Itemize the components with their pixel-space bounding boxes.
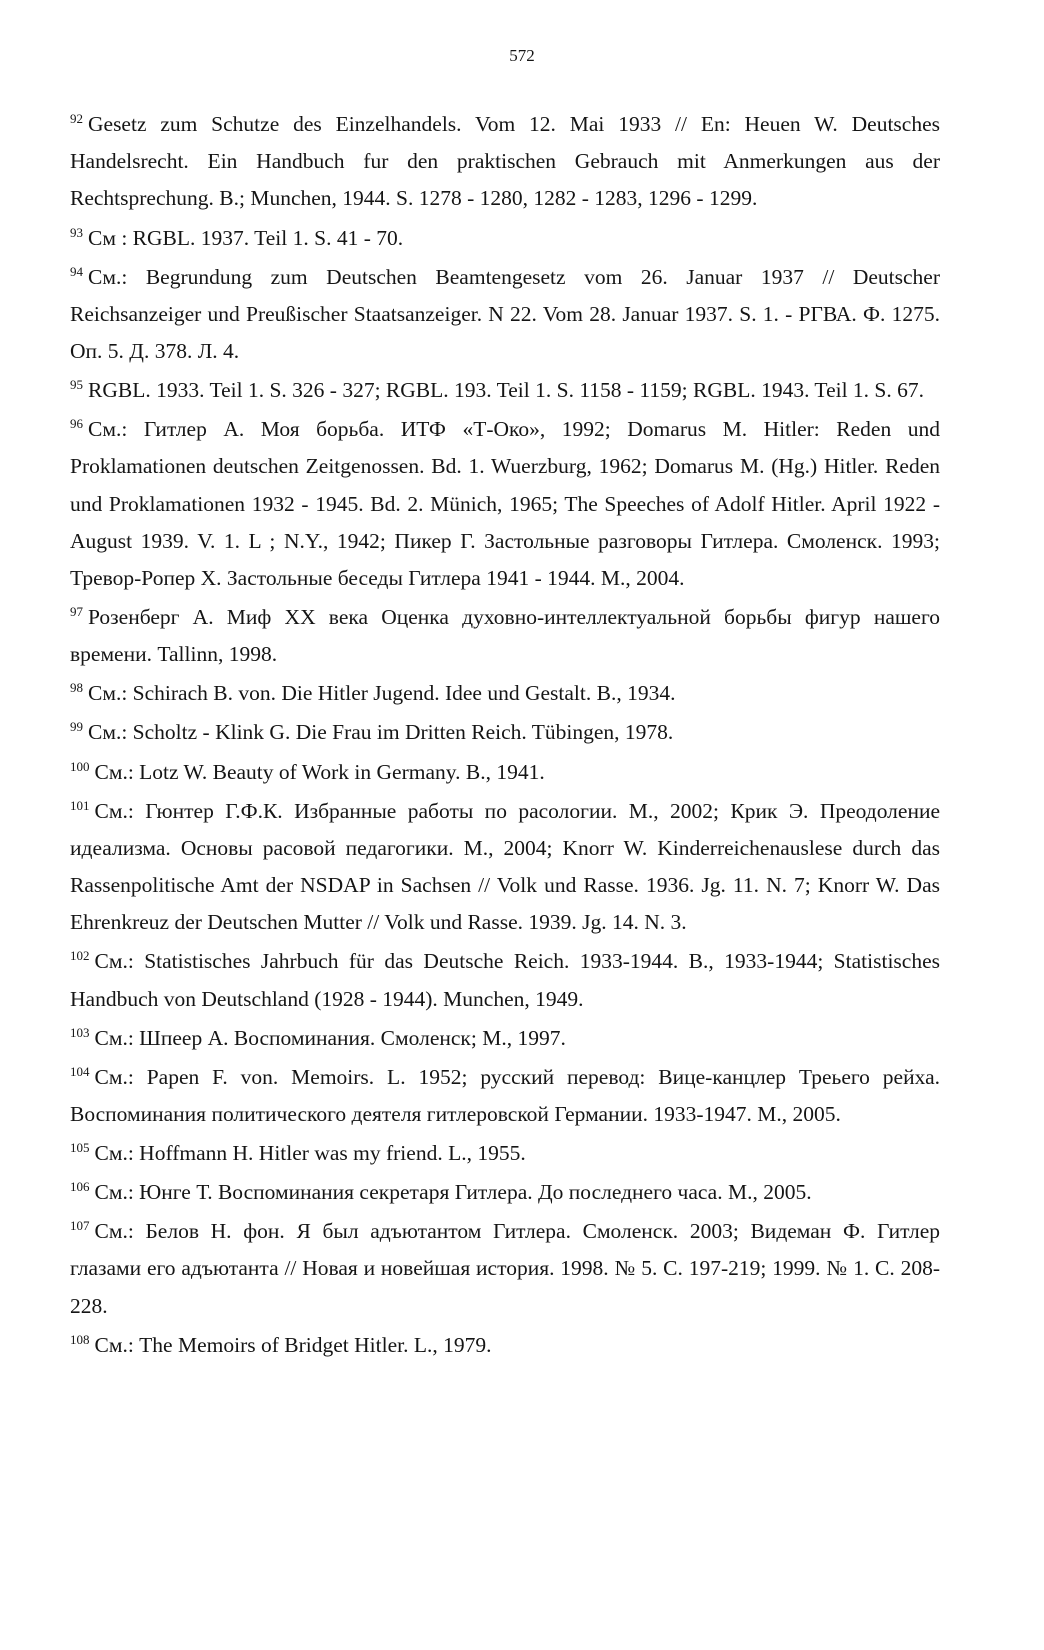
footnote-number: 102 [70, 948, 90, 964]
footnote-number: 105 [70, 1140, 90, 1156]
footnote-number: 107 [70, 1218, 90, 1234]
footnote-108 [70, 1327, 940, 1364]
footnote-96 [70, 411, 940, 597]
footnote-text: См.: Гюнтер Г.Ф.К. Избранные работы по расологии. М., 2002; Крик Э. Преодоление идеализма. Основы расовой педагогики. М., 2004; Knorr W. Kinderreichenauslese durch das Rassenpolitische Amt der NSDAP in Sachsen // Volk und Rasse. 1936. Jg. 11. N. 7; Knorr W. Das Ehrenkreuz der Deutschen Mutter // Volk und Rasse. 1939. Jg. 14. N. 3. [70, 798, 940, 935]
footnote-95 [70, 372, 940, 409]
footnote-text: См.: Statistisches Jahrbuch für das Deutsche Reich. 1933-1944. B., 1933-1944; Statistisches Handbuch von Deutschland (1928 - 1944). Munchen, 1949. [70, 949, 940, 1011]
footnote-92 [70, 106, 940, 218]
footnote-101 [70, 793, 940, 942]
footnote-number: 101 [70, 797, 90, 813]
footnote-number: 103 [70, 1024, 90, 1040]
footnote-number: 98 [70, 680, 83, 696]
footnote-text: См.: Scholtz - Klink G. Die Frau im Dritten Reich. Tübingen, 1978. [88, 720, 674, 745]
footnote-text: См.: Юнге Т. Воспоминания секретаря Гитлера. До последнего часа. М., 2005. [94, 1180, 812, 1205]
footnote-text: См.: Lotz W. Beauty of Work in Germany. B., 1941. [94, 759, 545, 784]
footnote-text: См.: The Memoirs of Bridget Hitler. L., 1979. [94, 1332, 492, 1357]
footnote-97 [70, 599, 940, 673]
footnote-number: 97 [70, 604, 83, 620]
footnote-93 [70, 220, 940, 257]
footnote-100 [70, 754, 940, 791]
footnote-number: 96 [70, 416, 83, 432]
footnote-104 [70, 1059, 940, 1133]
page-number: 572 [509, 46, 535, 65]
footnote-102 [70, 943, 940, 1017]
footnote-number: 99 [70, 719, 83, 735]
footnote-107 [70, 1213, 940, 1325]
footnote-number: 95 [70, 377, 83, 393]
footnote-text: См.: Hoffmann H. Hitler was my friend. L., 1955. [94, 1141, 526, 1166]
footnote-text: См.: Шпеер А. Воспоминания. Смоленск; М., 1997. [94, 1025, 566, 1050]
footnote-text: RGBL. 1933. Teil 1. S. 326 - 327; RGBL. 193. Teil 1. S. 1158 - 1159; RGBL. 1943. Teil 1. S. 67. [88, 378, 925, 403]
footnote-number: 92 [70, 111, 83, 126]
footnote-number: 106 [70, 1179, 90, 1195]
footnote-number: 108 [70, 1331, 90, 1347]
footnote-text: См.: Papen F. von. Memoirs. L. 1952; русский перевод: Вице-канцлер Треьего рейха. Воспоминания политического деятеля гитлеровской Германии. 1933-1947. М., 2005. [70, 1064, 940, 1126]
footnote-105 [70, 1135, 940, 1172]
footnote-number: 94 [70, 263, 83, 279]
footnote-text: См : RGBL. 1937. Teil 1. S. 41 - 70. [88, 225, 404, 250]
footnote-number: 104 [70, 1063, 90, 1079]
footnote-number: 100 [70, 758, 90, 774]
footnote-106 [70, 1174, 940, 1211]
footnote-94 [70, 259, 940, 371]
footnote-text: Gesetz zum Schutze des Einzelhandels. Vom 12. Mai 1933 // En: Heuen W. Deutsches Handelsrecht. Ein Handbuch fur den praktischen Gebrauch mit Anmerkungen aus der Rechtsprechung. B.; Munchen, 1944. S. 1278 - 1280, 1282 - 1283, 1296 - 1299. [70, 112, 940, 211]
footnote-103 [70, 1020, 940, 1057]
footnote-text: См.: Schirach B. von. Die Hitler Jugend. Idee und Gestalt. B., 1934. [88, 681, 676, 706]
footnote-99 [70, 714, 940, 751]
footnote-text: См.: Begrundung zum Deutschen Beamtengesetz vom 26. Januar 1937 // Deutscher Reichsanzeiger und Preußischer Staatsanzeiger. N 22. Vom 28. Januar 1937. S. 1. - РГВА. Ф. 1275. Оп. 5. Д. 378. Л. 4. [70, 264, 940, 363]
footnote-number: 93 [70, 224, 83, 240]
footnote-text: См.: Гитлер А. Моя борьба. ИТФ «Т-Око», 1992; Domarus M. Hitler: Reden und Proklamationen deutschen Zeitgenossen. Bd. 1. Wuerzburg, 1962; Domarus M. (Hg.) Hitler. Reden und Proklamationen 1932 - 1945. Bd. 2. Münich, 1965; The Speeches of Adolf Hitler. April 1922 - August 1939. V. 1. L ; N.Y., 1942; Пикер Г. Застольные разговоры Гитлера. Смоленск. 1993; Тревор-Ропер Х. Застольные беседы Гитлера 1941 - 1944. М., 2004. [70, 417, 940, 590]
footnote-text: См.: Белов Н. фон. Я был адъютантом Гитлера. Смоленск. 2003; Видеман Ф. Гитлер глазами его адъютанта // Новая и новейшая история. 1998. № 5. С. 197-219; 1999. № 1. С. 208-228. [70, 1219, 940, 1318]
footnote-98 [70, 675, 940, 712]
footnotes-list [70, 106, 940, 1366]
footnote-text: Розенберг А. Миф XX века Оценка духовно-интеллектуальной борьбы фигур нашего времени. Tallinn, 1998. [70, 605, 940, 667]
